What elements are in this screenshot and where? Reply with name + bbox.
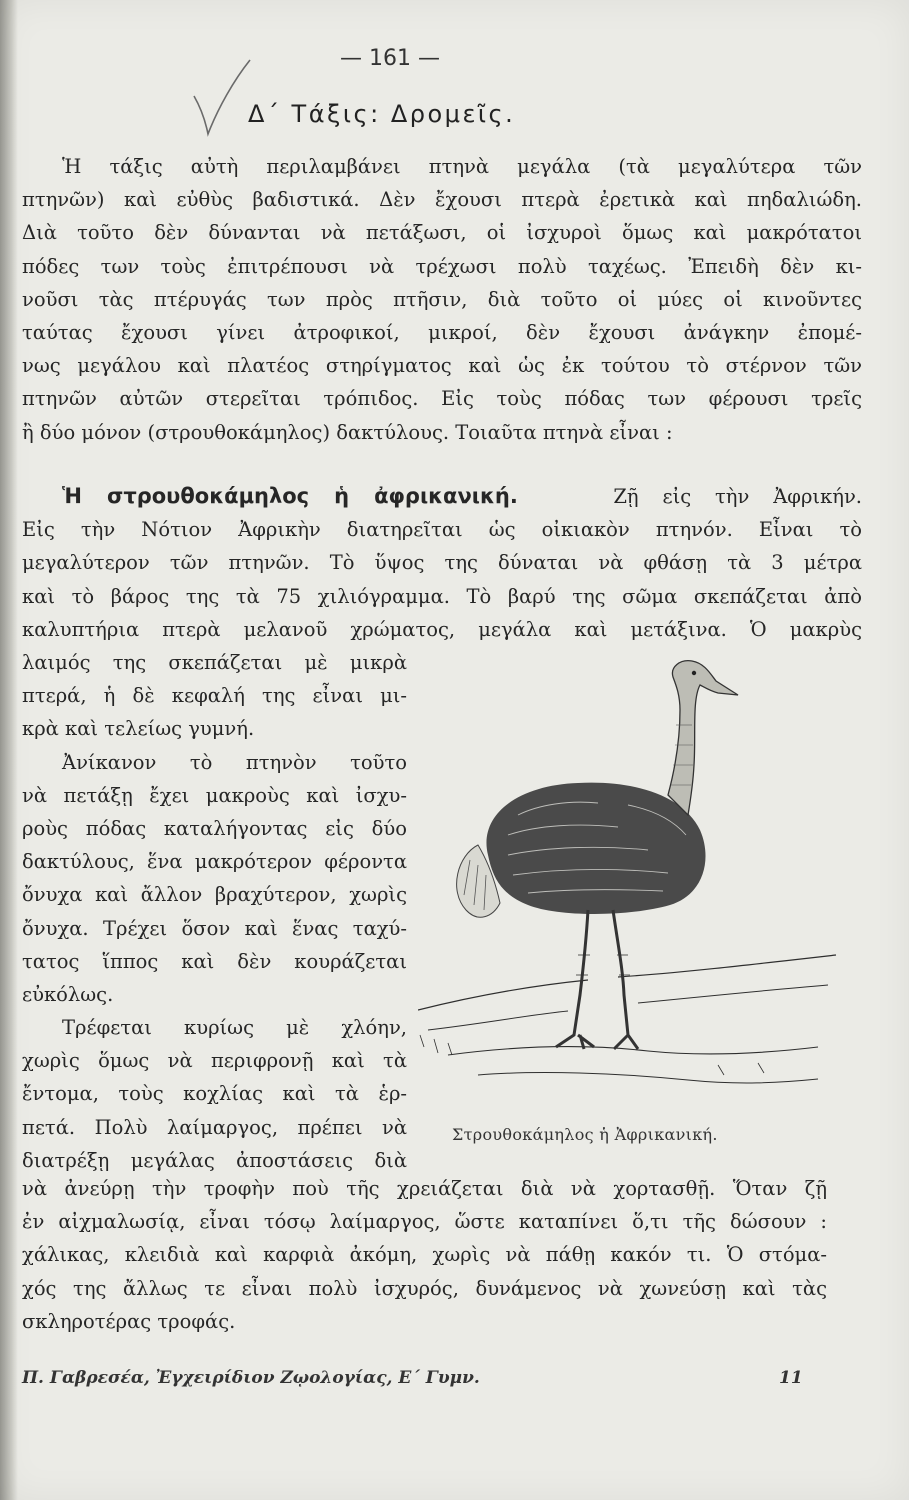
ostrich-illustration: [418, 655, 838, 1115]
footer-citation: Π. Γαβρεσέα, Ἐγχειρίδιον Ζῳολογίας, Ε΄ Γυμν.: [22, 1368, 480, 1388]
text-line: νὰ πετάξῃ ἔχει μακροὺς καὶ ἰσχυ-: [22, 783, 407, 807]
ostrich-paragraph: [22, 480, 862, 646]
text-line: διατρέξῃ μεγάλας ἀποστάσεις διὰ: [22, 1148, 407, 1172]
text-line: χάλικας, κλειδιὰ καὶ καρφιὰ ἀκόμη, χωρὶς νὰ πάθῃ κακόν τι. Ὁ στόμα-: [22, 1243, 827, 1267]
section-heading: Δ΄ Τάξις: Δρομεῖς.: [248, 100, 516, 128]
text-line: εὐκόλως.: [22, 982, 114, 1006]
text-line: πετά. Πολὺ λαίμαργος, πρέπει νὰ: [22, 1115, 407, 1139]
text-line: νοῦσι τὰς πτέρυγάς των πρὸς πτῆσιν, διὰ τοῦτο οἱ μύες οἱ κινοῦντες: [22, 287, 862, 311]
text-line: Τρέφεται κυρίως μὲ χλόην,: [62, 1016, 407, 1040]
text-line: πτερά, ἡ δὲ κεφαλή της εἶναι μι-: [22, 684, 407, 708]
text-line: ἢ δύο μόνον (στρουθοκάμηλος) δακτύλους. Τοιαῦτα πτηνὰ εἶναι :: [22, 420, 673, 444]
text-line: ὄνυχα. Τρέχει ὅσον καὶ ἕνας ταχύ-: [22, 916, 407, 940]
intro-paragraph: [22, 150, 862, 449]
page-footer: [22, 1368, 803, 1388]
ostrich-narrow-column: [22, 646, 407, 1177]
text-line: Διὰ τοῦτο δὲν δύνανται νὰ πετάξωσι, οἱ ἰσχυροὶ ὅμως καὶ μακρότατοι: [22, 221, 862, 245]
page-number: — 161 —: [340, 46, 440, 71]
text-line: δακτύλους, ἕνα μακρότερον φέροντα: [22, 850, 407, 874]
text-line: Ἀνίκανον τὸ πτηνὸν τοῦτο: [62, 750, 407, 774]
text-line: πτηνῶν) καὶ εὐθὺς βαδιστικά. Δὲν ἔχουσι πτερὰ ἐρετικὰ καὶ πηδαλιώδη.: [22, 188, 862, 212]
text-fragment: Ζῇ εἰς τὴν Ἀφρικήν.: [613, 485, 862, 508]
text-line: Εἰς τὴν Νότιον Ἀφρικὴν διατηρεῖται ὡς οἰκιακὸν πτηνόν. Εἶναι τὸ: [22, 518, 862, 542]
binding-shadow: [0, 0, 18, 1500]
text-line: χός της ἄλλως τε εἶναι πολὺ ἰσχυρός, δυνάμενος νὰ χωνεύσῃ καὶ τὰς: [22, 1276, 827, 1300]
text-line: νὰ ἀνεύρῃ τὴν τροφὴν ποὺ τῆς χρειάζεται διὰ νὰ χορτασθῇ. Ὅταν ζῇ: [22, 1177, 827, 1200]
text-line: χωρὶς ὅμως νὰ περιφρονῇ καὶ τὰ: [22, 1049, 407, 1073]
text-line: [22, 480, 862, 513]
text-line: ἔντομα, τοὺς κοχλίας καὶ τὰ ἑρ-: [22, 1082, 407, 1106]
text-line: ὄνυχα καὶ ἄλλον βραχύτερον, χωρὶς: [22, 883, 407, 907]
text-line: ταύτας ἔχουσι γίνει ἀτροφικοί, μικροί, δὲν ἔχουσι ἀνάγκην ἐπομέ-: [22, 320, 862, 344]
text-line: Ἡ τάξις αὐτὴ περιλαμβάνει πτηνὰ μεγάλα (τὰ μεγαλύτερα τῶν: [62, 155, 862, 178]
signature-number: 11: [779, 1368, 803, 1388]
text-line: μεγαλύτερον τῶν πτηνῶν. Τὸ ὕψος της δύναται νὰ φθάσῃ τὰ 3 μέτρα: [22, 551, 862, 575]
ostrich-subhead: Ἡ στρουθοκάμηλος ἡ ἀφρικανική.: [62, 484, 518, 508]
text-line: κρὰ καὶ τελείως γυμνή.: [22, 717, 255, 741]
figure-caption: Στρουθοκάμηλος ἡ Ἀφρικανική.: [452, 1125, 718, 1144]
ostrich-paragraph-continued: [22, 1172, 827, 1338]
text-line: καὶ τὸ βάρος της τὰ 75 χιλιόγραμμα. Τὸ βαρύ της σῶμα σκεπάζεται ἀπὸ: [22, 584, 862, 608]
text-line: λαιμός της σκεπάζεται μὲ μικρὰ: [22, 651, 407, 674]
text-line: ἐν αἰχμαλωσίᾳ, εἶναι τόσῳ λαίμαργος, ὥστε καταπίνει ὅ,τι τῆς δώσουν :: [22, 1210, 827, 1234]
text-line: πόδες των τοὺς ἐπιτρέπουσι νὰ τρέχωσι πολὺ ταχέως. Ἐπειδὴ δὲν κι-: [22, 254, 862, 278]
text-line: καλυπτήρια πτερὰ μελανοῦ χρώματος, μεγάλα καὶ μετάξινα. Ὁ μακρὺς: [22, 617, 862, 641]
text-line: νως μεγάλου καὶ πλατέος στηρίγματος καὶ ὡς ἐκ τούτου τὸ στέρνον τῶν: [22, 354, 862, 378]
text-line: ροὺς πόδας καταλήγοντας εἰς δύο: [22, 816, 407, 840]
text-line: τατος ἵππος καὶ δὲν κουράζεται: [22, 949, 407, 973]
text-line: σκληροτέρας τροφάς.: [22, 1309, 236, 1333]
text-line: πτηνῶν αὐτῶν στερεῖται τρόπιδος. Εἰς τοὺς πόδας των φέρουσι τρεῖς: [22, 387, 862, 411]
